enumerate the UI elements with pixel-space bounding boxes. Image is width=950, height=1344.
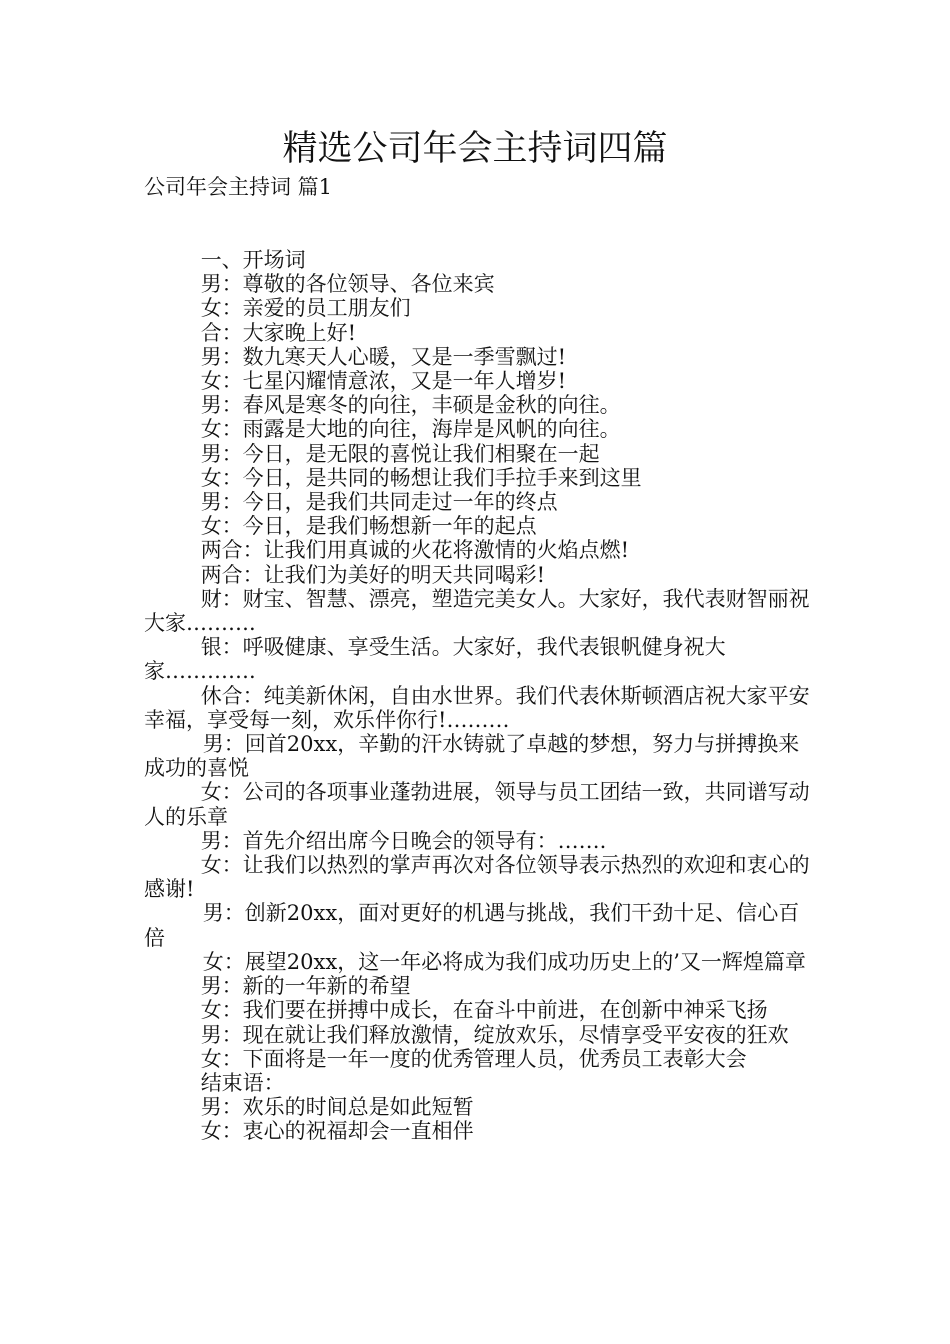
paragraph: 男：首先介绍出席今日晚会的领导有：……. — [200, 828, 607, 853]
paragraph: 男：数九寒天人心暖，又是一季雪飘过! — [200, 344, 567, 369]
paragraph: 男：新的一年新的希望 — [200, 974, 411, 999]
paragraph: 女：公司的各项事业蓬勃进展，领导与员工团结一致，共同谱写动人的乐章 — [144, 780, 810, 829]
paragraph: 男：现在就让我们释放激情，绽放欢乐，尽情享受平安夜的狂欢 — [200, 1022, 789, 1047]
paragraph: 男：欢乐的时间总是如此短暂 — [200, 1095, 474, 1120]
paragraph: 休合：纯美新休闲，自由水世界。我们代表休斯顿酒店祝大家平安幸福，享受每一刻，欢乐伴你行!……… — [144, 683, 810, 732]
paragraph: 女：衷心的祝福却会一直相伴 — [200, 1119, 474, 1144]
paragraph: 合：大家晚上好! — [200, 320, 357, 345]
paragraph: 女：雨露是大地的向往，海岸是风帆的向往。 — [200, 417, 621, 442]
paragraph: 女：今日，是共同的畅想让我们手拉手来到这里 — [200, 465, 642, 490]
paragraph: 男：今日，是无限的喜悦让我们相聚在一起 — [200, 441, 600, 466]
paragraph: 女：下面将是一年一度的优秀管理人员，优秀员工表彰大会 — [200, 1046, 747, 1071]
paragraph: 男：尊敬的各位领导、各位来宾 — [200, 272, 495, 297]
paragraph: 女：七星闪耀情意浓，又是一年人增岁! — [200, 369, 567, 394]
paragraph: 男：创新20xx，面对更好的机遇与挑战，我们干劲十足、信心百倍 — [144, 901, 800, 950]
paragraph: 两合：让我们用真诚的火花将激情的火焰点燃! — [200, 538, 630, 563]
paragraph: 男：春风是寒冬的向往，丰硕是金秋的向往。 — [200, 393, 621, 418]
paragraph: 一、开场词 — [200, 248, 306, 272]
paragraph: 女：今日，是我们畅想新一年的起点 — [200, 514, 537, 539]
paragraph: 女：我们要在拼搏中成长，在奋斗中前进，在创新中神采飞扬 — [200, 998, 768, 1023]
paragraph: 两合：让我们为美好的明天共同喝彩! — [200, 562, 546, 587]
paragraph: 财：财宝、智慧、漂亮，塑造完美女人。大家好，我代表财智丽祝大家………. — [144, 586, 810, 636]
paragraph: 结束语： — [200, 1070, 285, 1095]
document-title: 精选公司年会主持词四篇 — [282, 129, 668, 169]
paragraph: 女：展望20xx，这一年必将成为我们成功历史上的’又一辉煌篇章 — [202, 949, 806, 974]
paragraph: 男：回首20xx，辛勤的汗水铸就了卓越的梦想，努力与拼搏换来成功的喜悦 — [144, 732, 800, 781]
paragraph: 女：让我们以热烈的掌声再次对各位领导表示热烈的欢迎和衷心的感谢! — [144, 853, 810, 902]
paragraph: 男：今日，是我们共同走过一年的终点 — [200, 490, 558, 515]
paragraph: 女：亲爱的员工朋友们 — [200, 296, 411, 321]
section-heading: 公司年会主持词 篇1 — [144, 175, 333, 199]
paragraph: 银：呼吸健康、享受生活。大家好，我代表银帆健身祝大家…………. — [144, 635, 726, 684]
document-body — [144, 248, 810, 1144]
